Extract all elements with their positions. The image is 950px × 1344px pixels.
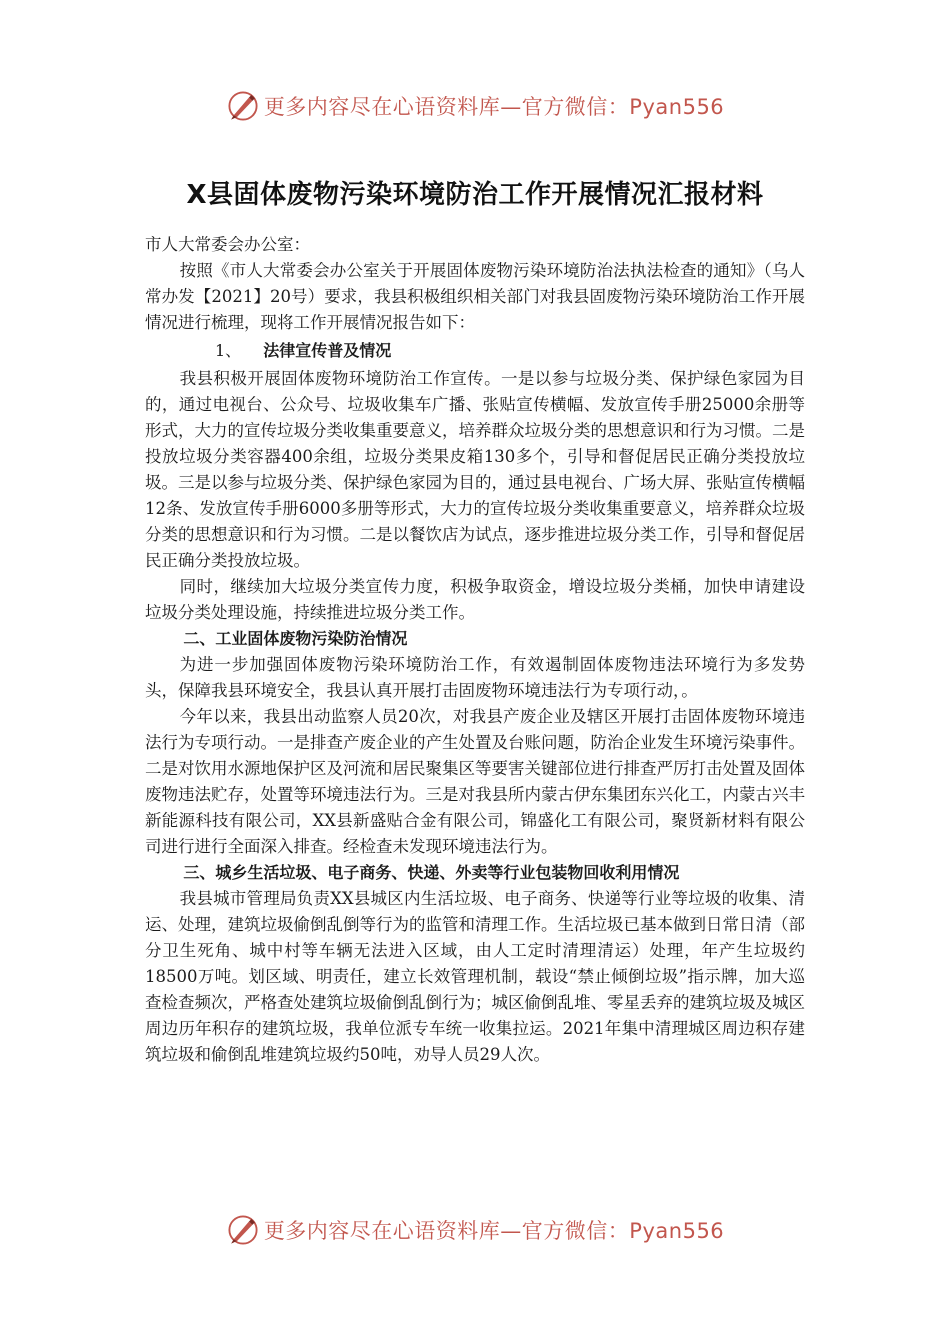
page-title: X县固体废物污染环境防治工作开展情况汇报材料 [186, 180, 764, 210]
pen-logo-icon [226, 89, 260, 123]
section-heading [145, 336, 805, 366]
intro-paragraph: 按照《市人大常委会办公室关于开展固体废物污染环境防治法执法检查的通知》（乌人常办发【2021】20号）要求，我县积极组织相关部门对我县固废物污染环境防治工作开展情况进行梳理，现将工作开展情况报告如下： [145, 261, 805, 332]
header-banner [0, 84, 950, 128]
paragraph: 我县城市管理局负责XX县城区内生活垃圾、电子商务、快递等行业等垃圾的收集、清运、处理，建筑垃圾偷倒乱倒等行为的监管和清理工作。生活垃圾已基本做到日常日清（部分卫生死角、城中村等车辆无法进入区域，由人工定时清理清运）处理，年产生垃圾约18500万吨。划区域、明责任，建立长效管理机制，载设“禁止倾倒垃圾”指示牌，加大巡查检查频次，严格查处建筑垃圾偷倒乱倒行为；城区偷倒乱堆、零星丢弃的建筑垃圾及城区周边历年积存的建筑垃圾，我单位派专车统一收集拉运。2021年集中清理城区周边积存建筑垃圾和偷倒乱堆建筑垃圾约50吨，劝导人员29人次。 [145, 889, 805, 1064]
salutation: 市人大常委会办公室： [145, 235, 310, 254]
banner-text: 更多内容尽在心语资料库—官方微信：Pyan556 [263, 1219, 725, 1243]
section-number: 1、 [215, 341, 242, 360]
paragraph: 同时，继续加大垃圾分类宣传力度，积极争取资金，增设垃圾分类桶，加快申请建设垃圾分类处理设施，持续推进垃圾分类工作。 [145, 577, 805, 622]
paragraph: 我县积极开展固体废物环境防治工作宣传。一是以参与垃圾分类、保护绿色家园为目的，通过电视台、公众号、垃圾收集车广播、张贴宣传横幅、发放宣传手册25000余册等形式，大力的宣传垃圾分类收集重要意义，培养群众垃圾分类的思想意识和行为习惯。二是投放垃圾分类容器400余组，垃圾分类果皮箱130多个，引导和督促居民正确分类投放垃圾。三是以参与垃圾分类、保护绿色家园为目的，通过县电视台、广场大屏、张贴宣传横幅12条、发放宣传手册6000多册等形式，大力的宣传垃圾分类收集重要意义，培养群众垃圾分类的思想意识和行为习惯。二是以餐饮店为试点，逐步推进垃圾分类工作，引导和督促居民正确分类投放垃圾。 [145, 369, 805, 570]
pen-logo-icon [226, 1213, 260, 1247]
banner-text: 更多内容尽在心语资料库—官方微信：Pyan556 [263, 95, 725, 119]
footer-banner [0, 1208, 950, 1252]
paragraph: 为进一步加强固体废物污染环境防治工作，有效遏制固体废物违法环境行为多发势头，保障我县环境安全，我县认真开展打击固废物环境违法行为专项行动，。 [145, 655, 805, 700]
section-heading: 二、工业固体废物污染防治情况 [183, 629, 408, 648]
section-title: 法律宣传普及情况 [263, 341, 392, 360]
section-heading: 三、城乡生活垃圾、电子商务、快递、外卖等行业包装物回收利用情况 [183, 863, 680, 882]
document-body [145, 232, 805, 1068]
paragraph: 今年以来，我县出动监察人员20次，对我县产废企业及辖区开展打击固体废物环境违法行为专项行动。一是排查产废企业的产生处置及台账问题，防治企业发生环境污染事件。二是对饮用水源地保护区及河流和居民聚集区等要害关键部位进行排查严厉打击处置及固体废物违法贮存，处置等环境违法行为。三是对我县所内蒙古伊东集团东兴化工，内蒙古兴丰新能源科技有限公司，XX县新盛贴合金有限公司，锦盛化工有限公司，聚贤新材料有限公司进行进行全面深入排查。经检查未发现环境违法行为。 [145, 707, 805, 856]
